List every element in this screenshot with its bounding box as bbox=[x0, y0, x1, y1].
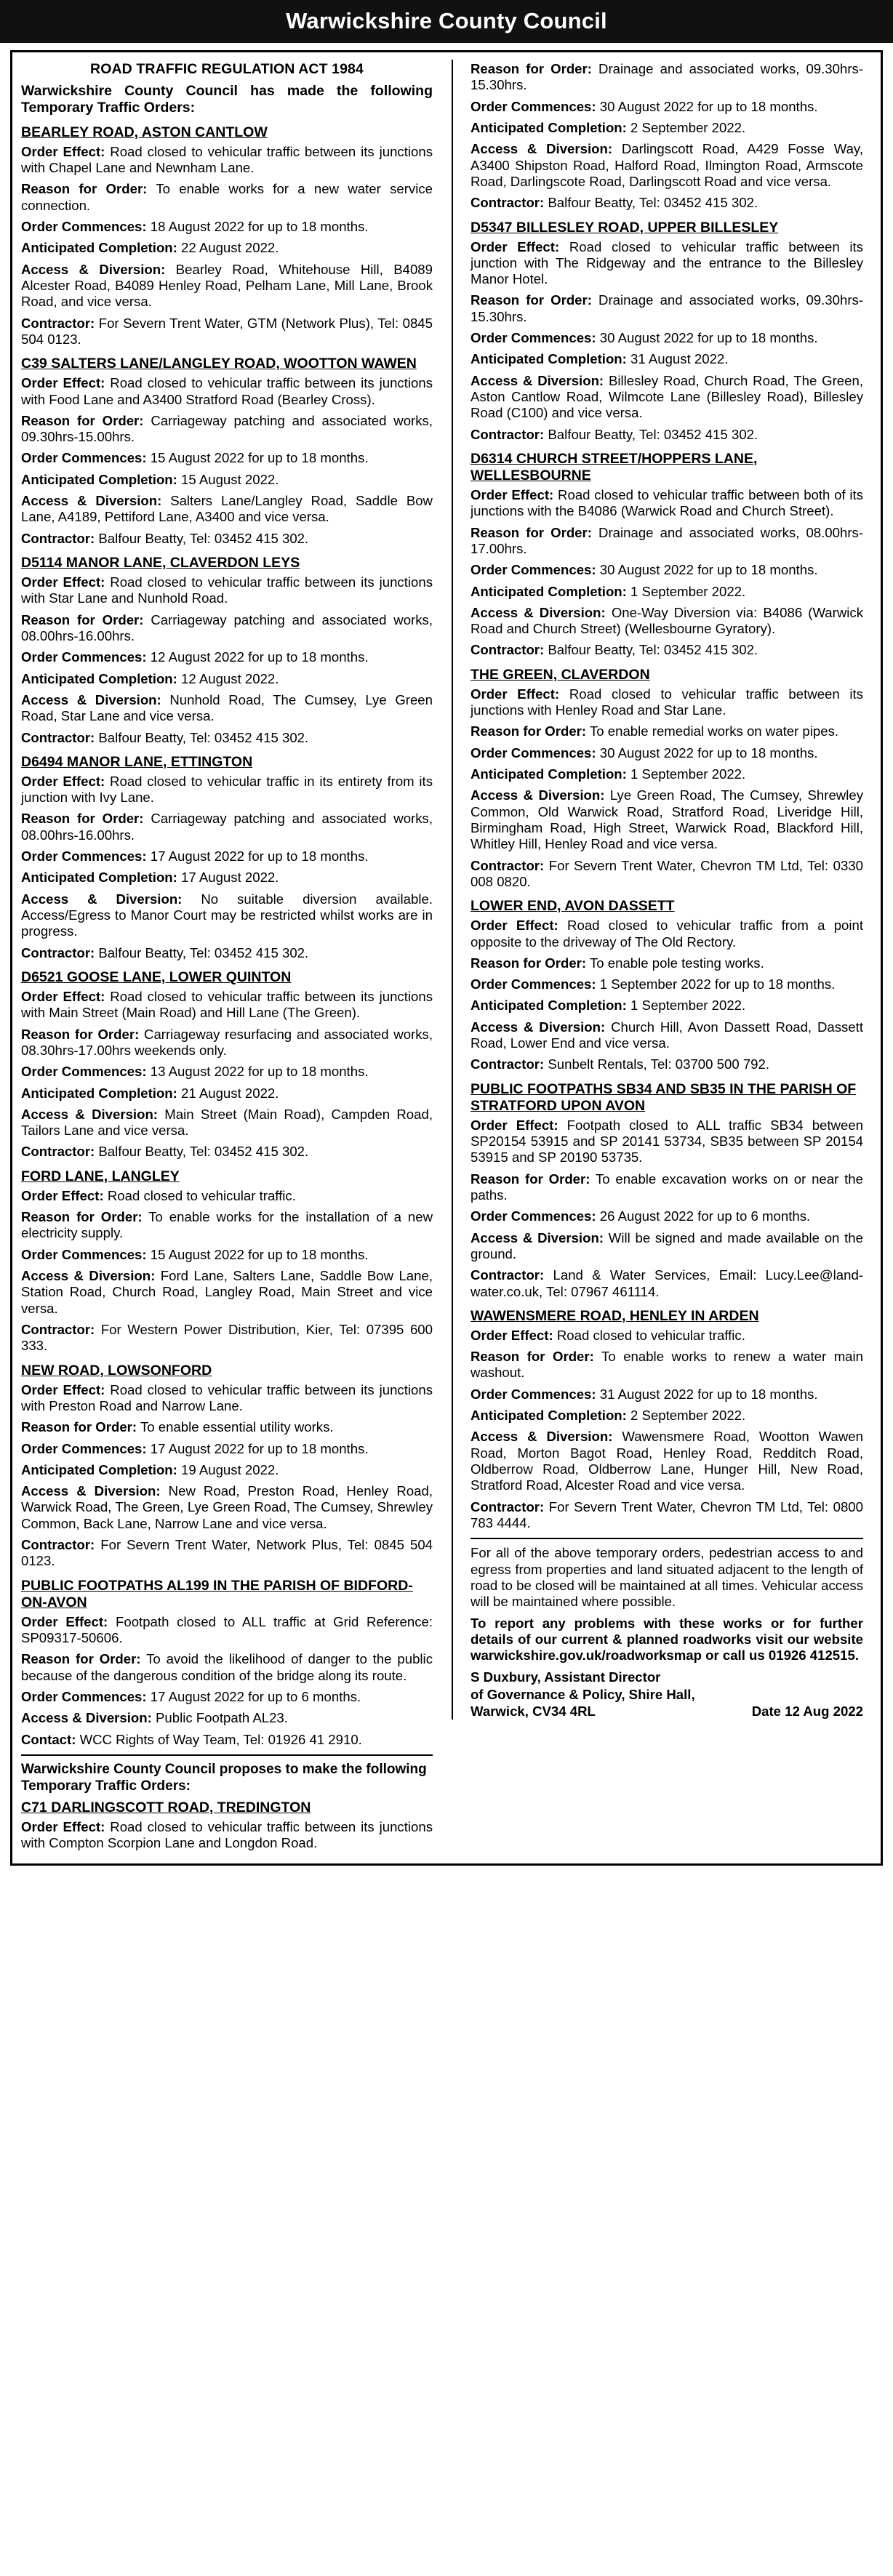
order-row: Contractor: For Western Power Distribution, Kier, Tel: 07395 600 333. bbox=[21, 1321, 433, 1354]
order-row: Order Effect: Road closed to vehicular traffic between both of its junctions with the B4086 (Warwick Road and Church Street). bbox=[470, 486, 864, 519]
order-row: Contractor: For Severn Trent Water, Network Plus, Tel: 0845 504 0123. bbox=[21, 1537, 433, 1569]
order-row: Reason for Order: To enable works to renew a water main washout. bbox=[470, 1349, 863, 1381]
order-row: Anticipated Completion: 2 September 2022. bbox=[470, 1408, 746, 1424]
order-row: Anticipated Completion: 1 September 2022. bbox=[470, 998, 746, 1014]
order-row: Anticipated Completion: 2 September 2022. bbox=[470, 119, 746, 135]
order-row: Access & Diversion: No suitable diversion available. Access/Egress to Manor Court may be restricted whilst works are in progress. bbox=[21, 891, 433, 939]
order-heading: C39 SALTERS LANE/LANGLEY ROAD, WOOTTON WAWEN bbox=[21, 356, 417, 372]
left-column bbox=[21, 60, 433, 1856]
order-row: Order Effect: Road closed to vehicular traffic. bbox=[21, 1187, 296, 1203]
order-row: Order Effect: Road closed to vehicular traffic between its junctions with Star Lane and Nunhold Road. bbox=[21, 574, 433, 606]
signature-name: S Duxbury, Assistant Director bbox=[470, 1669, 661, 1685]
order-row: Order Commences: 30 August 2022 for up to 18 months. bbox=[470, 745, 818, 761]
order-row: Order Effect: Footpath closed to ALL traffic at Grid Reference: SP09317-50606. bbox=[21, 1613, 433, 1646]
order-row: Order Commences: 30 August 2022 for up to 18 months. bbox=[470, 562, 818, 578]
signature-block bbox=[470, 1669, 863, 1720]
order-heading: FORD LANE, LANGLEY bbox=[21, 1168, 180, 1184]
order-heading: WAWENSMERE ROAD, HENLEY IN ARDEN bbox=[470, 1307, 759, 1324]
order-row: Contractor: Balfour Beatty, Tel: 03452 415 302. bbox=[470, 195, 758, 211]
order-row: Contractor: Balfour Beatty, Tel: 03452 415 302. bbox=[21, 729, 309, 745]
order-row: Reason for Order: Carriageway patching and associated works, 08.00hrs-16.00hrs. bbox=[21, 611, 433, 643]
order-row: Order Commences: 30 August 2022 for up to 18 months. bbox=[470, 98, 818, 114]
order-row: Contractor: Balfour Beatty, Tel: 03452 415 302. bbox=[470, 426, 758, 442]
footer-divider bbox=[470, 1538, 863, 1539]
order-row: Anticipated Completion: 1 September 2022. bbox=[470, 766, 746, 782]
order-heading: C71 DARLINGSCOTT ROAD, TREDINGTON bbox=[21, 1799, 311, 1815]
order-row: Access & Diversion: Darlingscott Road, A429 Fosse Way, A3400 Shipston Road, Halford Road, Ilmington Road, Armscote Road, Darlingscote Road, Darlingscott Road and vice versa. bbox=[470, 141, 863, 189]
order-row: Reason for Order: Carriageway patching and associated works, 09.30hrs-15.00hrs. bbox=[21, 412, 433, 445]
order-row: Access & Diversion: Lye Green Road, The Cumsey, Shrewley Common, Old Warwick Road, Stratford Road, Liveridge Hill, Birmingham Road, High Street, Warwick Road, Blackford Hill, Whitley Hill, Henley Road and vice versa. bbox=[470, 787, 863, 852]
order-row: Order Commences: 17 August 2022 for up to 18 months. bbox=[21, 1440, 369, 1456]
order-heading: D6521 GOOSE LANE, LOWER QUINTON bbox=[21, 968, 292, 985]
order-heading: D6494 MANOR LANE, ETTINGTON bbox=[21, 753, 253, 770]
notice-sheet bbox=[10, 50, 883, 1866]
order-row: Reason for Order: To enable remedial works on water pipes. bbox=[470, 723, 839, 739]
order-row: Contractor: Balfour Beatty, Tel: 03452 415 302. bbox=[21, 944, 309, 960]
two-column-layout bbox=[21, 60, 872, 1856]
order-row: Contractor: Balfour Beatty, Tel: 03452 415 302. bbox=[470, 642, 758, 658]
order-row: Order Effect: Road closed to vehicular traffic between its junctions with Food Lane and A3400 Stratford Road (Bearley Cross). bbox=[21, 375, 433, 407]
order-row: Order Commences: 18 August 2022 for up to 18 months. bbox=[21, 219, 369, 235]
order-row: Order Commences: 26 August 2022 for up to 6 months. bbox=[470, 1208, 811, 1224]
order-row: Contractor: Balfour Beatty, Tel: 03452 415 302. bbox=[21, 530, 309, 546]
order-row: Access & Diversion: Will be signed and made available on the ground. bbox=[470, 1229, 863, 1261]
order-row: Contractor: For Severn Trent Water, GTM (Network Plus), Tel: 0845 504 0123. bbox=[21, 315, 433, 347]
footer-contact-note: To report any problems with these works or for further details of our current & planned roadworks visit our website warwickshire.gov.uk/roadworksmap or call us 01926 412515. bbox=[470, 1615, 863, 1664]
order-heading: D5347 BILLESLEY ROAD, UPPER BILLESLEY bbox=[470, 219, 779, 236]
right-column bbox=[452, 60, 863, 1720]
page-title: ROAD TRAFFIC REGULATION ACT 1984 bbox=[90, 61, 364, 77]
order-row: Order Commences: 1 September 2022 for up to 18 months. bbox=[470, 976, 836, 992]
order-row: Order Commences: 13 August 2022 for up to 18 months. bbox=[21, 1064, 369, 1080]
order-heading: LOWER END, AVON DASSETT bbox=[470, 898, 675, 915]
lead-paragraph: Warwickshire County Council has made the following Temporary Traffic Orders: bbox=[21, 83, 433, 116]
order-row: Reason for Order: Carriageway resurfacing and associated works, 08.30hrs-17.00hrs weekends only. bbox=[21, 1026, 433, 1058]
order-row: Anticipated Completion: 12 August 2022. bbox=[21, 670, 279, 686]
order-row: Order Effect: Road closed to vehicular traffic between its junctions with Compton Scorpion Lane and Longdon Road. bbox=[21, 1818, 433, 1850]
order-row: Reason for Order: Drainage and associated works, 08.00hrs-17.00hrs. bbox=[470, 524, 864, 556]
notice-date: Date 12 Aug 2022 bbox=[751, 1703, 863, 1719]
order-row: Reason for Order: To enable pole testing works. bbox=[470, 955, 764, 971]
order-row: Access & Diversion: Bearley Road, Whitehouse Hill, B4089 Alcester Road, B4089 Henley Road, Pelham Lane, Mill Lane, Brook Road, and vice versa. bbox=[21, 261, 433, 310]
order-row: Order Effect: Road closed to vehicular traffic between its junctions with Main Street (Main Road) and Hill Lane (The Green). bbox=[21, 988, 433, 1021]
order-row: Access & Diversion: One-Way Diversion via: B4086 (Warwick Road and Church Street) (Wellesbourne Gyratory). bbox=[470, 604, 863, 637]
order-row: Order Effect: Road closed to vehicular traffic in its entirety from its junction with Ivy Lane. bbox=[21, 773, 433, 806]
order-row: Contractor: Balfour Beatty, Tel: 03452 415 302. bbox=[21, 1144, 309, 1160]
order-row: Order Commences: 30 August 2022 for up to 18 months. bbox=[470, 330, 818, 346]
order-row: Anticipated Completion: 21 August 2022. bbox=[21, 1085, 279, 1101]
order-heading: PUBLIC FOOTPATHS SB34 AND SB35 IN THE PARISH OF STRATFORD UPON AVON bbox=[470, 1080, 857, 1114]
signature-address: Warwick, CV34 4RL bbox=[470, 1703, 596, 1719]
order-row: Anticipated Completion: 17 August 2022. bbox=[21, 870, 279, 886]
order-row: Access & Diversion: Ford Lane, Salters Lane, Saddle Bow Lane, Station Road, Church Road, Langley Road, Main Street and vice versa. bbox=[21, 1268, 433, 1316]
order-heading: NEW ROAD, LOWSONFORD bbox=[21, 1362, 212, 1379]
order-row: Access & Diversion: Billesley Road, Church Road, The Green, Aston Cantlow Road, Wilmcote Lane (Billesley Road), Billesley Road (C100) and vice versa. bbox=[470, 372, 863, 421]
order-row: Reason for Order: To enable excavation works on or near the paths. bbox=[470, 1171, 863, 1203]
order-row: Order Commences: 17 August 2022 for up to 18 months. bbox=[21, 848, 369, 864]
order-row: Order Commences: 15 August 2022 for up to 18 months. bbox=[21, 1246, 369, 1262]
footer-access-note: For all of the above temporary orders, pedestrian access to and egress from properties and land situated adjacent to the length of road to be closed will be maintained at all times. Vehicular access will be maintained where possible. bbox=[470, 1545, 863, 1610]
order-row: Reason for Order: To enable essential utility works. bbox=[21, 1419, 334, 1435]
page-banner bbox=[0, 0, 893, 43]
order-row: Access & Diversion: Public Footpath AL23. bbox=[21, 1710, 288, 1726]
order-row: Anticipated Completion: 1 September 2022. bbox=[470, 583, 746, 599]
order-row: Contractor: Sunbelt Rentals, Tel: 03700 500 792. bbox=[470, 1056, 770, 1072]
order-row: Order Commences: 17 August 2022 for up to 6 months. bbox=[21, 1688, 361, 1704]
order-row: Anticipated Completion: 31 August 2022. bbox=[470, 351, 729, 367]
section-divider bbox=[21, 1754, 433, 1756]
order-row: Reason for Order: To enable works for the installation of a new electricity supply. bbox=[21, 1209, 433, 1241]
order-row: Order Effect: Road closed to vehicular traffic. bbox=[470, 1327, 745, 1343]
order-row: Anticipated Completion: 22 August 2022. bbox=[21, 240, 279, 256]
order-row: Reason for Order: Drainage and associated works, 09.30hrs-15.30hrs. bbox=[470, 292, 864, 324]
order-row: Contact: WCC Rights of Way Team, Tel: 01926 41 2910. bbox=[21, 1731, 362, 1747]
order-row: Access & Diversion: Main Street (Main Road), Campden Road, Tailors Lane and vice versa. bbox=[21, 1106, 433, 1139]
order-row: Order Effect: Road closed to vehicular traffic between its junctions with Preston Road and Narrow Lane. bbox=[21, 1381, 433, 1413]
order-row: Access & Diversion: Wawensmere Road, Wootton Wawen Road, Morton Bagot Road, Henley Road, Redditch Road, Oldberrow Road, Oldberrow Lane, Hunger Hill, New Road, Stratford Road, Alcester Road and vice versa. bbox=[470, 1429, 863, 1493]
order-row: Order Effect: Road closed to vehicular traffic between its junctions with Henley Road and Star Lane. bbox=[470, 686, 863, 718]
signature-role: of Governance & Policy, Shire Hall, bbox=[470, 1686, 695, 1702]
order-row: Reason for Order: Drainage and associated works, 09.30hrs-15.30hrs. bbox=[470, 61, 864, 93]
order-row: Anticipated Completion: 19 August 2022. bbox=[21, 1461, 279, 1477]
order-row: Order Effect: Road closed to vehicular traffic from a point opposite to the driveway of The Old Rectory. bbox=[470, 918, 864, 950]
order-row: Order Commences: 15 August 2022 for up to 18 months. bbox=[21, 450, 369, 466]
order-row: Access & Diversion: New Road, Preston Road, Henley Road, Warwick Road, The Green, Lye Green Road, The Cumsey, Shrewley Common, Back Lane, Narrow Lane and vice versa. bbox=[21, 1483, 433, 1531]
order-heading: BEARLEY ROAD, ASTON CANTLOW bbox=[21, 124, 268, 140]
order-heading: D6314 CHURCH STREET/HOPPERS LANE, WELLESBOURNE bbox=[470, 450, 758, 483]
order-heading: PUBLIC FOOTPATHS AL199 IN THE PARISH OF BIDFORD-ON-AVON bbox=[21, 1577, 413, 1610]
order-row: Order Commences: 31 August 2022 for up to 18 months. bbox=[470, 1386, 818, 1402]
order-row: Reason for Order: To enable works for a new water service connection. bbox=[21, 181, 433, 213]
order-row: Order Effect: Road closed to vehicular traffic between its junctions with Chapel Lane and Newnham Lane. bbox=[21, 143, 433, 176]
order-row: Access & Diversion: Nunhold Road, The Cumsey, Lye Green Road, Star Lane and vice versa. bbox=[21, 691, 433, 724]
order-row: Access & Diversion: Salters Lane/Langley Road, Saddle Bow Lane, A4189, Pettiford Lane, A3400 and vice versa. bbox=[21, 493, 433, 525]
order-row: Contractor: For Severn Trent Water, Chevron TM Ltd, Tel: 0330 008 0820. bbox=[470, 857, 863, 889]
order-row: Anticipated Completion: 15 August 2022. bbox=[21, 471, 279, 487]
order-row: Order Commences: 12 August 2022 for up to 18 months. bbox=[21, 649, 369, 665]
order-row: Order Effect: Road closed to vehicular traffic between its junction with The Ridgeway and the entrance to the Billesley Manor Hotel. bbox=[470, 238, 863, 287]
order-row: Contractor: For Severn Trent Water, Chevron TM Ltd, Tel: 0800 783 4444. bbox=[470, 1498, 863, 1530]
order-heading: D5114 MANOR LANE, CLAVERDON LEYS bbox=[21, 555, 300, 571]
order-row: Access & Diversion: Church Hill, Avon Dassett Road, Dassett Road, Lower End and vice versa. bbox=[470, 1019, 863, 1051]
order-row: Reason for Order: Carriageway patching and associated works, 08.00hrs-16.00hrs. bbox=[21, 811, 433, 843]
order-row: Order Effect: Footpath closed to ALL traffic SB34 between SP20154 53915 and SP 20141 53734, SB35 between SP 20154 53915 and SP 20190 53735. bbox=[470, 1117, 863, 1165]
order-row: Contractor: Land & Water Services, Email: Lucy.Lee@land-water.co.uk, Tel: 07967 461114. bbox=[470, 1267, 863, 1299]
proposes-paragraph: Warwickshire County Council proposes to make the following Temporary Traffic Orders: bbox=[21, 1761, 427, 1794]
banner-title: Warwickshire County Council bbox=[286, 8, 607, 33]
order-row: Reason for Order: To avoid the likelihood of danger to the public because of the dangerous condition of the bridge along its route. bbox=[21, 1651, 433, 1683]
order-heading: THE GREEN, CLAVERDON bbox=[470, 666, 650, 683]
